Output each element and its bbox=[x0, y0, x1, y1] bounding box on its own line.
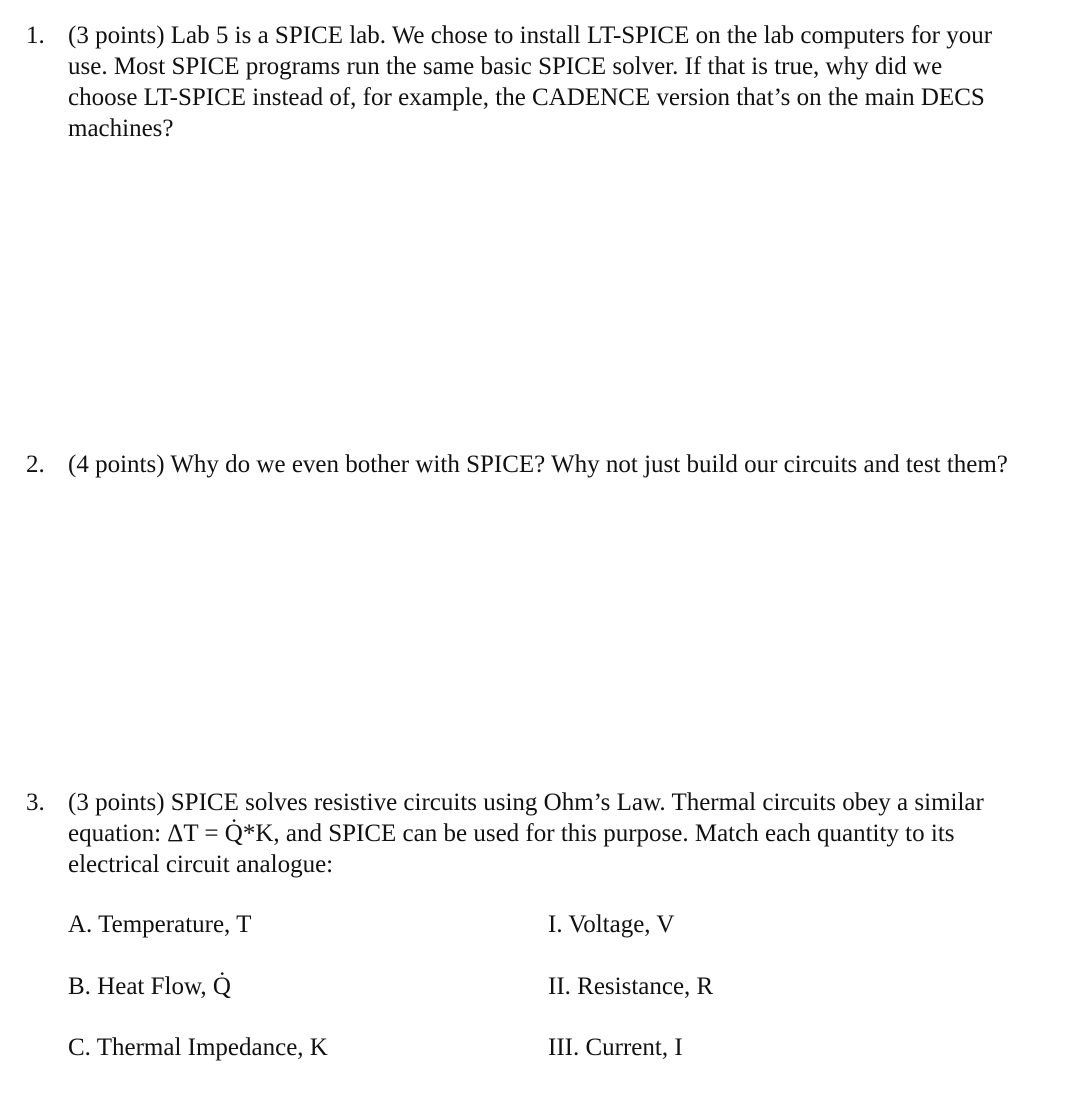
match-option-resistance: II. Resistance, R bbox=[548, 973, 714, 1000]
question-1 bbox=[26, 20, 1016, 144]
question-number: 1. bbox=[26, 22, 45, 49]
question-number: 2. bbox=[26, 451, 45, 478]
match-item-heat-flow: B. Heat Flow, Q̇ bbox=[68, 973, 231, 1000]
question-text: (3 points) SPICE solves resistive circuits using Ohm’s Law. Thermal circuits obey a similar equation: ΔT = Q̇*K, and SPICE can be used for this purpose. Match each quantity to its electrical circuit analogue: bbox=[68, 789, 984, 878]
match-item-thermal-impedance: C. Thermal Impedance, K bbox=[68, 1034, 328, 1061]
question-text: (3 points) Lab 5 is a SPICE lab. We chose to install LT-SPICE on the lab computers for your use. Most SPICE programs run the same basic SPICE solver. If that is true, why did we choose LT-SPICE instead of, for example, the CADENCE version that’s on the main DECS machines? bbox=[68, 22, 993, 142]
question-3 bbox=[26, 787, 1016, 880]
question-2 bbox=[26, 449, 1016, 480]
match-item-temperature: A. Temperature, T bbox=[68, 911, 252, 938]
match-option-current: III. Current, I bbox=[548, 1034, 683, 1061]
question-number: 3. bbox=[26, 789, 45, 816]
question-text: (4 points) Why do we even bother with SPICE? Why not just build our circuits and test them? bbox=[68, 451, 1008, 478]
match-option-voltage: I. Voltage, V bbox=[548, 911, 675, 938]
